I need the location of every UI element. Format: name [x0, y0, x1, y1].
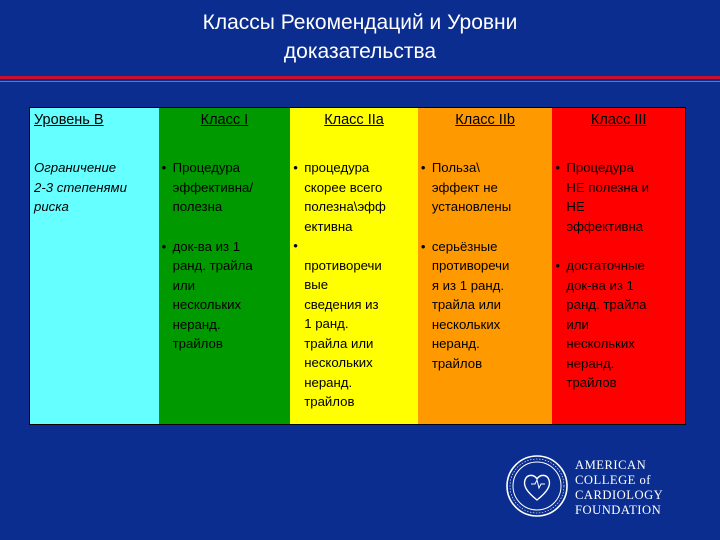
- column-class-i: [159, 108, 291, 424]
- slide-title: [0, 8, 720, 66]
- class-iib-bullet-2: [418, 237, 553, 374]
- bullet-dot: •: [293, 160, 298, 175]
- class-iia-bullet-2: [290, 236, 418, 412]
- bullet-line: трайла или: [431, 297, 502, 312]
- bullet-line: Процедура: [566, 160, 634, 175]
- bullet-line: НЕ полезна и: [566, 179, 650, 195]
- title-divider: [0, 76, 720, 79]
- bullet-line: нескольких: [431, 316, 501, 332]
- bullet-line: или: [566, 316, 589, 332]
- bullet-line: трайла или: [304, 335, 374, 351]
- bullet-line: док-ва из 1: [172, 238, 241, 254]
- column-level-b: [30, 108, 159, 424]
- bullet-line: трайлов: [172, 336, 223, 351]
- bullet-dot: •: [420, 238, 426, 254]
- class-iii-bullet-2: [552, 256, 685, 393]
- logo-line: CARDIOLOGY: [575, 488, 664, 502]
- bullet-line: Процедура: [172, 160, 241, 175]
- bullet-dot: •: [555, 258, 561, 273]
- bullet-line: неранд.: [431, 336, 480, 351]
- class-iib-bullet-1: [418, 158, 553, 217]
- bullet-line: ранд. трайла: [566, 297, 647, 312]
- bullet-line: нескольких: [566, 336, 635, 351]
- bullet-line: эффективна/: [172, 179, 253, 195]
- limitation-text: [30, 158, 159, 217]
- bullet-dot: •: [420, 160, 426, 175]
- bullet-line: сведения из: [304, 296, 379, 312]
- bullet-line: трайлов: [566, 375, 617, 390]
- bullet-line: я из 1 ранд.: [431, 277, 505, 293]
- logo-line: FOUNDATION: [575, 503, 662, 517]
- bullet-dot: •: [161, 238, 167, 254]
- bullet-line: полезна\эфф: [304, 199, 386, 214]
- logo-line: COLLEGE of: [575, 473, 651, 487]
- limitation-line: риска: [34, 199, 69, 214]
- column-header-class-iia: Класс IIa: [324, 112, 384, 128]
- bullet-line: ранд. трайла: [172, 258, 253, 273]
- bullet-line: процедура: [304, 160, 370, 175]
- bullet-line: трайлов: [304, 394, 355, 409]
- column-class-iib: [418, 108, 553, 424]
- bullet-line: док-ва из 1: [566, 277, 634, 293]
- bullet-line: ективна: [304, 218, 353, 234]
- bullet-line: установлены: [431, 199, 512, 214]
- class-i-bullet-2: [159, 237, 291, 354]
- bullet-line: вые: [304, 277, 329, 292]
- bullet-line: [304, 236, 418, 256]
- bullet-line: трайлов: [431, 355, 483, 371]
- column-class-iia: [290, 108, 418, 424]
- bullet-line: нескольких: [304, 355, 373, 370]
- bullet-line: или: [172, 277, 196, 293]
- limitation-line: 2-3 степенями: [34, 179, 127, 195]
- acc-foundation-logo: [503, 452, 683, 532]
- bullet-line: неранд.: [172, 316, 221, 332]
- bullet-line: эффект не: [431, 179, 498, 195]
- bullet-line: скорее всего: [304, 179, 383, 195]
- bullet-dot: •: [293, 238, 298, 253]
- bullet-dot: •: [161, 160, 167, 175]
- bullet-line: противоречи: [431, 258, 510, 273]
- title-divider-thin: [0, 81, 720, 82]
- logo-line: AMERICAN: [575, 458, 647, 472]
- recommendations-table: [29, 107, 686, 425]
- column-class-iii: [552, 108, 685, 424]
- column-header-class-iib: Класс IIb: [455, 112, 515, 128]
- bullet-line: нескольких: [172, 297, 242, 312]
- limitation-line: Ограничение: [34, 160, 117, 175]
- column-header-class-iii: Класс III: [590, 112, 647, 128]
- title-line-1: Классы Рекомендаций и Уровни: [202, 11, 518, 34]
- bullet-line: полезна: [172, 199, 223, 214]
- bullet-line: неранд.: [566, 355, 615, 371]
- bullet-line: эффективна: [566, 218, 644, 234]
- acc-seal-icon: [505, 454, 569, 518]
- class-iia-bullet-1: [290, 158, 418, 236]
- class-iii-bullet-1: [552, 158, 685, 236]
- bullet-line: Польза\: [431, 160, 480, 175]
- bullet-line: НЕ: [566, 199, 585, 214]
- column-header-class-i: Класс I: [200, 112, 249, 128]
- bullet-line: достаточные: [566, 258, 645, 273]
- logo-text: [575, 458, 663, 518]
- bullet-line: неранд.: [304, 374, 353, 390]
- class-i-bullet-1: [159, 158, 291, 217]
- bullet-line: серьёзные: [431, 238, 498, 254]
- bullet-line: противоречи: [304, 257, 382, 273]
- bullet-line: 1 ранд.: [304, 316, 349, 331]
- bullet-dot: •: [555, 160, 561, 175]
- column-header-level-b: Уровень В: [34, 112, 104, 128]
- title-line-2: доказательства: [283, 40, 437, 63]
